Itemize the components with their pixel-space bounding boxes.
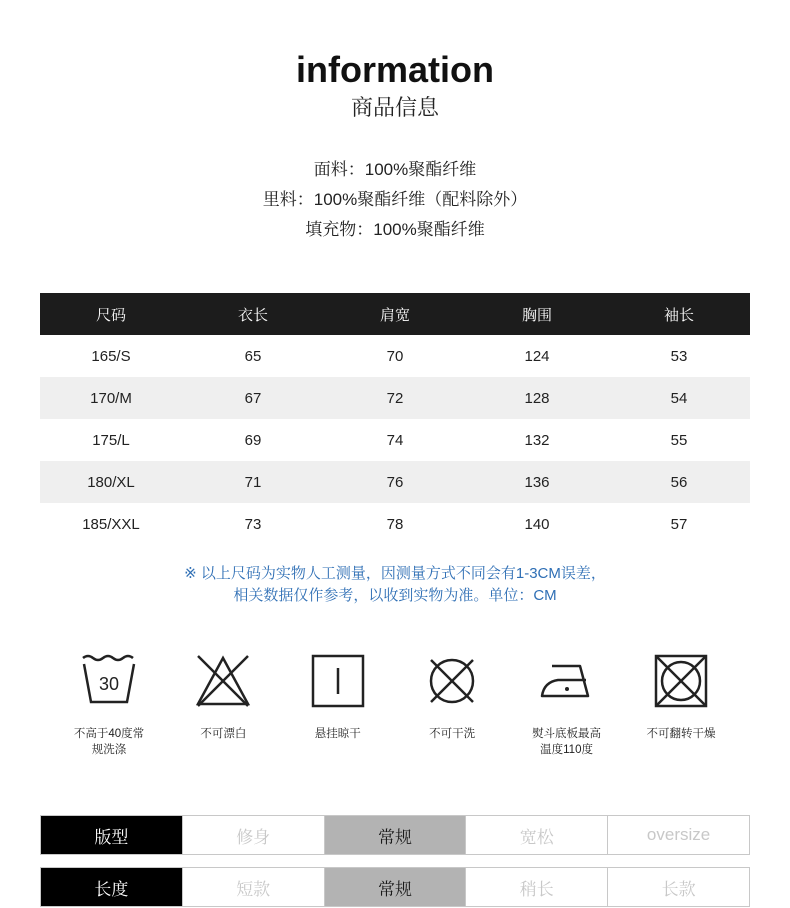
fit-option: oversize — [607, 816, 749, 854]
page-subtitle: 商品信息 — [350, 95, 439, 120]
table-cell: 165/S — [91, 347, 131, 365]
column-header: 胸围 — [466, 293, 608, 335]
care-label: 不可翻转干燥 — [646, 728, 716, 740]
note-line-2: 相关数据仅作参考，以收到实物为准。单位：CM — [233, 587, 557, 604]
care-label: 悬挂晾干 — [314, 728, 361, 740]
column-header: 袖长 — [608, 293, 750, 335]
length-option: 长款 — [607, 868, 749, 906]
table-cell: 70 — [386, 347, 404, 365]
table-cell: 72 — [324, 377, 466, 419]
table-cell: 124 — [524, 347, 550, 365]
column-header: 尺码 — [40, 293, 182, 335]
filling-line: 填充物：100%聚酯纤维 — [305, 220, 485, 239]
table-cell: 65 — [244, 347, 262, 365]
fit-label: 版型 — [41, 816, 182, 854]
table-row — [40, 377, 750, 419]
care-item — [629, 652, 733, 782]
care-label: 熨斗底板最高温度110度 — [532, 728, 602, 756]
no-tumble-dry-icon — [652, 652, 710, 710]
care-label: 不可漂白 — [200, 728, 247, 740]
no-bleach-icon — [194, 652, 252, 710]
care-instructions — [57, 652, 733, 782]
length-label: 长度 — [41, 868, 182, 906]
care-item — [400, 652, 504, 782]
table-cell: 57 — [670, 515, 688, 533]
table-cell: 54 — [608, 377, 750, 419]
care-item — [171, 652, 275, 782]
size-table — [40, 293, 750, 545]
wash-30-icon — [80, 652, 138, 710]
measurement-note — [0, 563, 790, 607]
fabric-line: 面料：100%聚酯纤维 — [313, 160, 477, 179]
table-cell: 71 — [182, 461, 324, 503]
table-cell: 73 — [244, 515, 262, 533]
table-cell: 76 — [324, 461, 466, 503]
fit-attribute-row — [40, 815, 750, 855]
table-cell: 53 — [670, 347, 688, 365]
column-header: 衣长 — [182, 293, 324, 335]
table-cell: 170/M — [40, 377, 182, 419]
iron-low-icon — [538, 652, 596, 710]
table-cell: 175/L — [92, 431, 130, 449]
table-cell: 136 — [466, 461, 608, 503]
table-cell: 55 — [670, 431, 688, 449]
care-item — [57, 652, 161, 782]
page-title: information — [296, 49, 494, 90]
care-item — [515, 652, 619, 782]
column-header: 肩宽 — [324, 293, 466, 335]
fit-option-selected: 常规 — [324, 816, 466, 854]
table-cell: 69 — [244, 431, 262, 449]
table-cell: 56 — [608, 461, 750, 503]
care-label: 不可干洗 — [429, 728, 476, 740]
care-item — [286, 652, 390, 782]
material-info — [0, 155, 790, 245]
table-cell: 185/XXL — [82, 515, 140, 533]
fit-option: 修身 — [182, 816, 324, 854]
fit-option: 宽松 — [465, 816, 607, 854]
table-cell: 74 — [386, 431, 404, 449]
size-table-header — [40, 293, 750, 335]
table-cell: 180/XL — [40, 461, 182, 503]
no-dry-clean-icon — [423, 652, 481, 710]
table-cell: 140 — [524, 515, 550, 533]
table-row — [40, 335, 750, 377]
note-line-1: ※ 以上尺码为实物人工测量，因测量方式不同会有1-3CM误差， — [184, 565, 606, 582]
hang-dry-icon — [309, 652, 367, 710]
table-row — [40, 461, 750, 503]
table-cell: 67 — [182, 377, 324, 419]
table-row — [40, 419, 750, 461]
wash-temperature: 30 — [98, 674, 120, 694]
table-cell: 128 — [466, 377, 608, 419]
length-option-selected: 常规 — [324, 868, 466, 906]
table-cell: 132 — [524, 431, 550, 449]
care-label: 不高于40度常规洗涤 — [73, 728, 145, 756]
length-option: 稍长 — [465, 868, 607, 906]
length-option: 短款 — [182, 868, 324, 906]
table-cell: 78 — [386, 515, 404, 533]
lining-line: 里料：100%聚酯纤维（配料除外） — [262, 190, 528, 209]
length-attribute-row — [40, 867, 750, 907]
table-row — [40, 503, 750, 545]
